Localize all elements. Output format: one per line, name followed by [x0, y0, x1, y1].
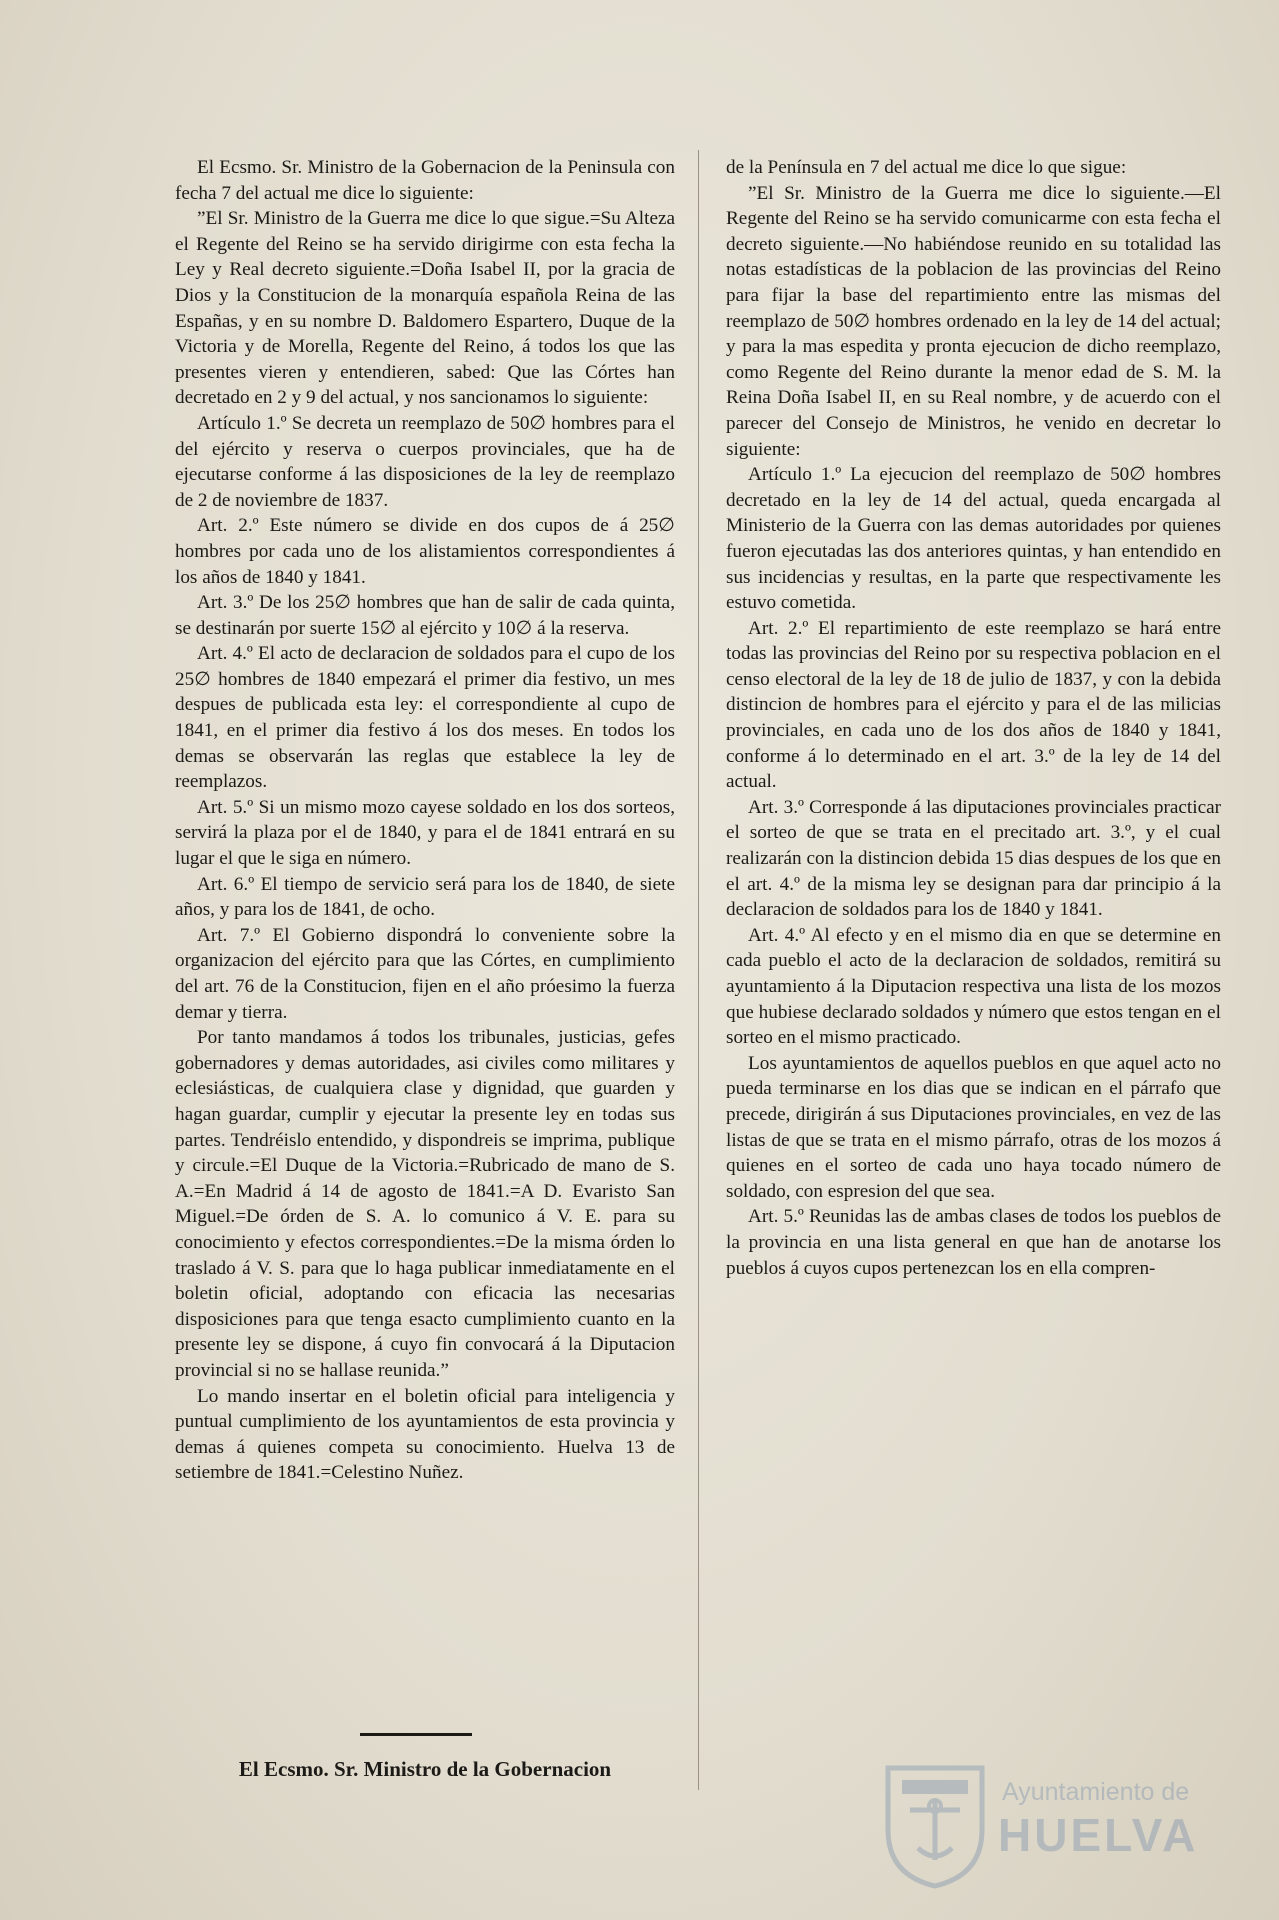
paragraph: Art. 2.º Este número se divide en dos cupos de á 25∅ hombres por cada uno de los alistamientos correspondientes á los años de 1840 y 1841. — [175, 515, 675, 588]
watermark-line2: HUELVA — [998, 1809, 1199, 1861]
watermark-line1: Ayuntamiento de — [1002, 1778, 1190, 1806]
paragraph: Art. 3.º De los 25∅ hombres que han de salir de cada quinta, se destinarán por suerte 15∅ al ejército y 10∅ á la reserva. — [175, 592, 675, 639]
paragraph: ”El Sr. Ministro de la Guerra me dice lo siguiente.—El Regente del Reino se ha servido comunicarme con esta fecha el decreto siguiente.—No habiéndose reunido en su totalidad las notas estadísticas de la poblacion de las provincias del Reino para fijar la base del repartimiento entre las mismas del reemplazo de 50∅ hombres ordenado en la ley de 14 del actual; y para la mas espedita y pronta ejecucion de dicho reemplazo, como Regente del Reino durante la menor edad de S. M. la Reina Doña Isabel II, en su Real nombre, y de acuerdo con el parecer del Consejo de Ministros, he venido en decretar lo siguiente: — [726, 182, 1221, 460]
paragraph: Art. 5.º Si un mismo mozo cayese soldado en los dos sorteos, servirá la plaza por el de 1840, y para el de 1841 entrará en su lugar el que le siga en número. — [175, 796, 675, 870]
paragraph: Art. 4.º Al efecto y en el mismo dia en que se determine en cada pueblo el acto de la declaracion de soldados, remitirá su ayuntamiento á la Diputacion respectiva una lista de los mozos que hubiese declarado soldados y número que estos tengan en el sorteo en el mismo practicado. — [726, 924, 1221, 1049]
paragraph: de la Península en 7 del actual me dice lo que sigue: — [726, 157, 1127, 178]
paragraph: Art. 7.º El Gobierno dispondrá lo conveniente sobre la organizacion del ejército para que las Córtes, en cumplimiento del art. 76 de la Constitucion, fijen en el año próesimo la fuerza demar y tierra. — [175, 924, 675, 1023]
paragraph: Art. 3.º Corresponde á las diputaciones provinciales practicar el sorteo de que se trata en el precitado art. 3.º, y el cual realizarán con la distincion debida 15 dias despues de los que en el art. 4.º de la misma ley se designan para dar principio á la declaracion de soldados para los de 1840 y 1841. — [726, 796, 1221, 921]
right-column — [726, 155, 1221, 1281]
paragraph: Art. 5.º Reunidas las de ambas clases de todos los pueblos de la provincia en una lista general en que han de anotarse los pueblos á cuyos cupos pertenezcan los en ella compren- — [726, 1206, 1221, 1279]
left-column — [175, 155, 675, 1486]
paragraph: Los ayuntamientos de aquellos pueblos en que aquel acto no pueda terminarse en los dias que se indican en el párrafo que precede, dirigirán á sus Diputaciones provinciales, en vez de las listas de que se trata en el mismo párrafo, otras de los mozos á quienes en el sorteo de cada uno haya tocado número de soldado, con espresion del que sea. — [726, 1052, 1221, 1202]
section-rule — [360, 1733, 472, 1736]
paragraph: Art. 2.º El repartimiento de este reemplazo se hará entre todas las provincias del Reino por su respectiva poblacion en el censo electoral de la ley de 18 de julio de 1837, y con la debida distincion de hombres para el ejército y para el de las milicias provinciales, en cada uno de los dos años de 1840 y 1841, conforme á lo determinado en el art. 3.º de la ley de 14 del actual. — [726, 617, 1221, 793]
paragraph: Lo mando insertar en el boletin oficial para inteligencia y puntual cumplimiento de los ayuntamientos de esta provincia y demas á quienes competa su conocimiento. Huelva 13 de setiembre de 1841.=Celestino Nuñez. — [175, 1385, 675, 1484]
paragraph: El Ecsmo. Sr. Ministro de la Gobernacion de la Peninsula con fecha 7 del actual me dice lo siguiente: — [175, 157, 675, 204]
paragraph: Artículo 1.º Se decreta un reemplazo de 50∅ hombres para el del ejército y reserva o cuerpos provinciales, que ha de ejecutarse conforme á las disposiciones de la ley de reemplazo de 2 de noviembre de 1837. — [175, 412, 675, 511]
city-seal-icon — [880, 1760, 990, 1890]
paragraph: ”El Sr. Ministro de la Guerra me dice lo que sigue.=Su Alteza el Regente del Reino se ha servido dirigirme con esta fecha la Ley y Real decreto siguiente.=Doña Isabel II, por la gracia de Dios y la Constitucion de la monarquía española Reina de las Españas, y en su nombre D. Baldomero Espartero, Duque de la Victoria y de Morella, Regente del Reino, á todos los que las presentes vieren y entendieren, sabed: Que las Córtes han decretado en 2 y 9 del actual, y nos sancionamos lo siguiente: — [175, 208, 675, 409]
closing-heading: El Ecsmo. Sr. Ministro de la Gobernacion — [238, 1757, 612, 1781]
column-divider — [698, 150, 699, 1790]
paragraph: Por tanto mandamos á todos los tribunales, justicias, gefes gobernadores y demas autoridades, asi civiles como militares y eclesiásticas, de cualquiera clase y dignidad, que guarden y hagan guardar, cumplir y ejecutar la presente ley en todas sus partes. Tendréislo entendido, y dispondreis se imprima, publique y circule.=El Duque de la Victoria.=Rubricado de mano de S. A.=En Madrid á 14 de agosto de 1841.=A D. Evaristo San Miguel.=De órden de S. A. lo comunico á V. E. para su conocimiento y efectos correspondientes.=De la misma órden lo traslado á V. S. para que lo haga publicar inmediatamente en el boletin oficial, adoptando con eficacia las necesarias disposiciones para que tenga esacto cumplimiento cuanto en la presente ley se dispone, á cuyo fin convocará á la Diputacion provincial si no se hallase reunida.” — [175, 1027, 675, 1381]
paragraph: Artículo 1.º La ejecucion del reemplazo de 50∅ hombres decretado en la ley de 14 del actual, queda encargada al Ministerio de la Guerra con las demas autoridades por quienes fueron ejecutadas las dos anteriores quintas, y han entendido en sus incidencias y resultas, en la parte que respectivamente les estuvo cometida. — [726, 464, 1221, 614]
watermark — [880, 1760, 1220, 1890]
paragraph: Art. 4.º El acto de declaracion de soldados para el cupo de los 25∅ hombres de 1840 empezará el primer dia festivo, un mes despues de publicada esta ley: el correspondiente al cupo de 1841, en el primer dia festivo á los dos meses. En todos los demas se observarán las reglas que establece la ley de reemplazos. — [175, 643, 675, 793]
paragraph: Art. 6.º El tiempo de servicio será para los de 1840, de siete años, y para los de 1841, de ocho. — [175, 873, 675, 921]
